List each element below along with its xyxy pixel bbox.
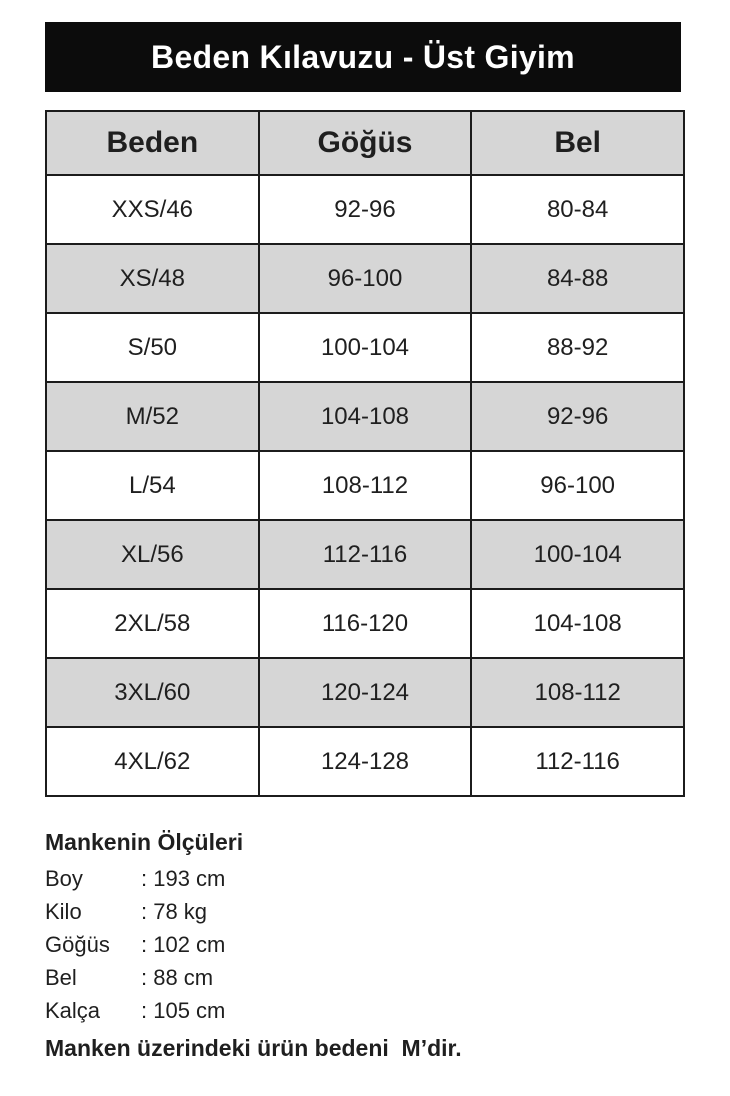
waist-cell: 96-100	[471, 451, 684, 520]
size-table	[45, 110, 685, 797]
measure-label-kalca: Kalça	[45, 998, 101, 1023]
size-cell: XS/48	[46, 244, 259, 313]
size-cell: 4XL/62	[46, 727, 259, 796]
column-header-beden: Beden	[46, 111, 259, 175]
measure-label-gogus: Göğüs	[45, 932, 110, 957]
chest-cell: 120-124	[259, 658, 472, 727]
chest-cell: 96-100	[259, 244, 472, 313]
size-cell: XXS/46	[46, 175, 259, 244]
chest-cell: 116-120	[259, 589, 472, 658]
waist-cell: 92-96	[471, 382, 684, 451]
chest-cell: 112-116	[259, 520, 472, 589]
table-row	[46, 382, 684, 451]
waist-cell: 80-84	[471, 175, 684, 244]
size-cell: L/54	[46, 451, 259, 520]
column-header-gogus: Göğüs	[259, 111, 472, 175]
measure-label-boy: Boy	[45, 866, 83, 891]
waist-cell: 112-116	[471, 727, 684, 796]
title-bar	[45, 22, 681, 92]
chest-cell: 124-128	[259, 727, 472, 796]
table-row	[46, 451, 684, 520]
waist-cell: 88-92	[471, 313, 684, 382]
column-header-bel: Bel	[471, 111, 684, 175]
table-row	[46, 244, 684, 313]
measurements-title: Mankenin Ölçüleri	[45, 829, 244, 855]
size-cell: M/52	[46, 382, 259, 451]
table-row	[46, 727, 684, 796]
size-cell: XL/56	[46, 520, 259, 589]
measure-value-gogus: : 102 cm	[141, 932, 226, 957]
waist-cell: 84-88	[471, 244, 684, 313]
table-row	[46, 175, 684, 244]
measure-value-bel: : 88 cm	[141, 965, 214, 990]
table-row	[46, 589, 684, 658]
measurements-list	[45, 868, 685, 1022]
measure-label-bel: Bel	[45, 965, 77, 990]
chest-cell: 104-108	[259, 382, 472, 451]
size-cell: S/50	[46, 313, 259, 382]
model-size-note: Manken üzerindeki ürün bedeni M’dir.	[45, 1035, 462, 1061]
chest-cell: 108-112	[259, 451, 472, 520]
size-cell: 3XL/60	[46, 658, 259, 727]
table-row	[46, 313, 684, 382]
table-header-row	[46, 111, 684, 175]
table-row	[46, 520, 684, 589]
chest-cell: 100-104	[259, 313, 472, 382]
chest-cell: 92-96	[259, 175, 472, 244]
waist-cell: 100-104	[471, 520, 684, 589]
size-cell: 2XL/58	[46, 589, 259, 658]
table-row	[46, 658, 684, 727]
waist-cell: 104-108	[471, 589, 684, 658]
model-measurements-section	[45, 829, 685, 1062]
measure-value-kalca: : 105 cm	[141, 998, 226, 1023]
page-title: Beden Kılavuzu - Üst Giyim	[151, 38, 575, 75]
measure-value-boy: : 193 cm	[141, 866, 226, 891]
waist-cell: 108-112	[471, 658, 684, 727]
measure-value-kilo: : 78 kg	[141, 899, 208, 924]
measure-label-kilo: Kilo	[45, 899, 82, 924]
